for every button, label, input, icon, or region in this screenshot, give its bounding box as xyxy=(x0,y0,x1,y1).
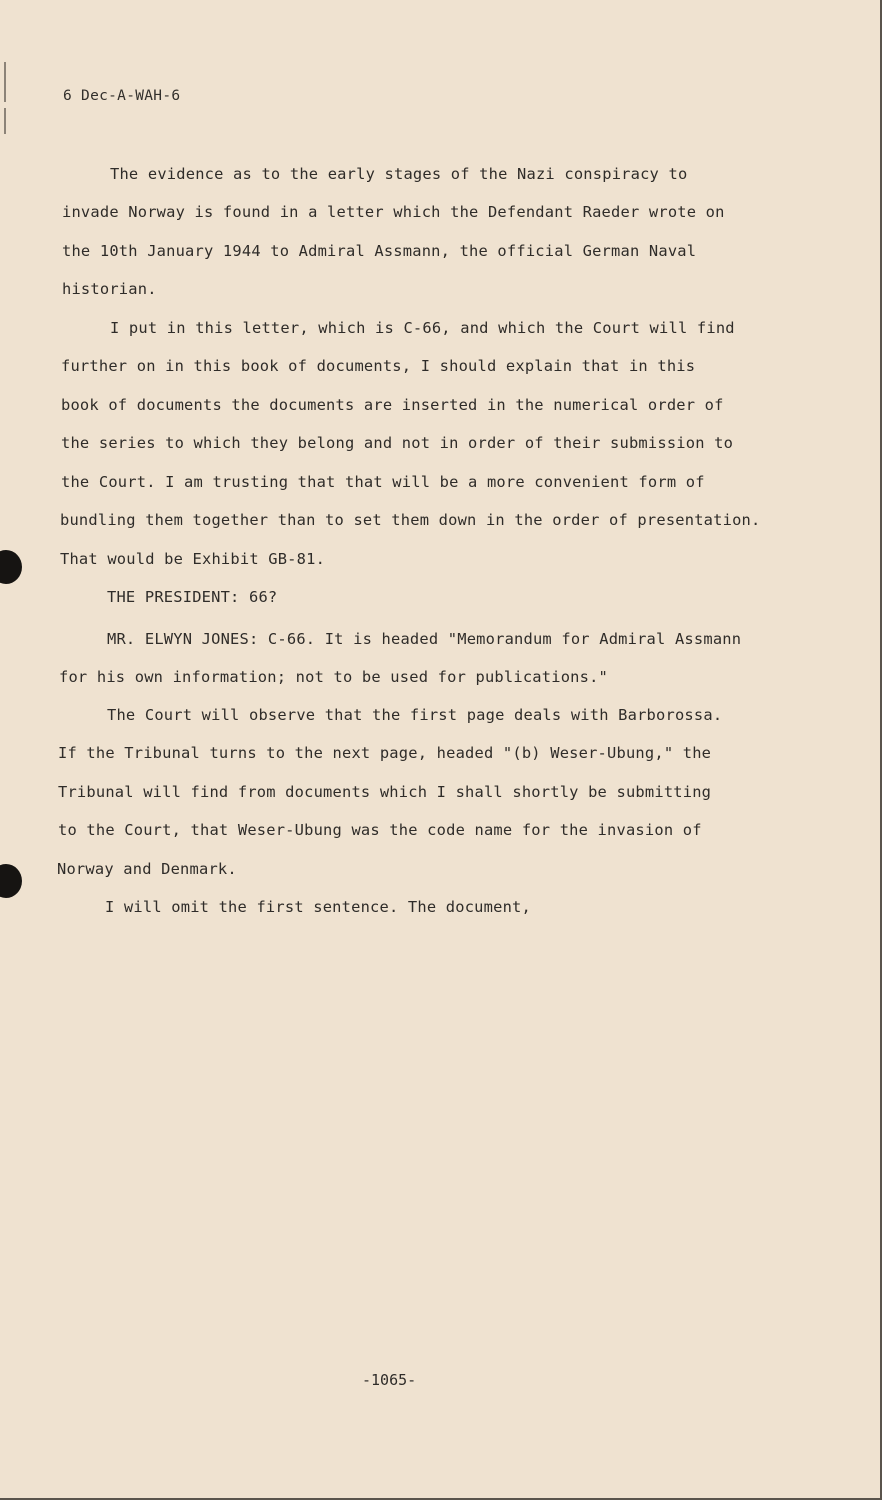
text-line: I put in this letter, which is C-66, and which the Court will find xyxy=(110,319,735,337)
text-line: Norway and Denmark. xyxy=(57,860,237,878)
text-line: to the Court, that Weser-Ubung was the code name for the invasion of xyxy=(58,821,702,839)
document-reference: 6 Dec-A-WAH-6 xyxy=(63,88,181,104)
text-line: invade Norway is found in a letter which the Defendant Raeder wrote on xyxy=(62,203,725,221)
speaker-line: THE PRESIDENT: 66? xyxy=(107,588,278,606)
page-number: -1065- xyxy=(362,1371,417,1389)
text-line: bundling them together than to set them down in the order of presentation. xyxy=(60,511,761,529)
text-line: book of documents the documents are inserted in the numerical order of xyxy=(61,396,724,414)
text-line: The Court will observe that the first page deals with Barborossa. xyxy=(107,706,723,724)
text-line: further on in this book of documents, I should explain that in this xyxy=(61,357,696,375)
text-line: I will omit the first sentence. The document, xyxy=(105,898,531,916)
text-line: for his own information; not to be used for publications." xyxy=(59,668,609,686)
punch-hole xyxy=(0,864,22,898)
text-line: Tribunal will find from documents which I shall shortly be submitting xyxy=(58,783,712,801)
edge-mark xyxy=(4,62,6,102)
edge-mark xyxy=(4,108,6,134)
text-line: the 10th January 1944 to Admiral Assmann, the official German Naval xyxy=(62,242,697,260)
punch-hole xyxy=(0,550,22,584)
text-line: historian. xyxy=(62,280,157,298)
text-line: the Court. I am trusting that that will be a more convenient form of xyxy=(61,473,705,491)
text-line: The evidence as to the early stages of the Nazi conspiracy to xyxy=(110,165,688,183)
text-line: the series to which they belong and not in order of their submission to xyxy=(61,434,734,452)
speaker-line: MR. ELWYN JONES: C-66. It is headed "Memorandum for Admiral Assmann xyxy=(107,630,742,648)
text-line: That would be Exhibit GB-81. xyxy=(60,550,326,568)
text-line: If the Tribunal turns to the next page, headed "(b) Weser-Ubung," the xyxy=(58,744,712,762)
